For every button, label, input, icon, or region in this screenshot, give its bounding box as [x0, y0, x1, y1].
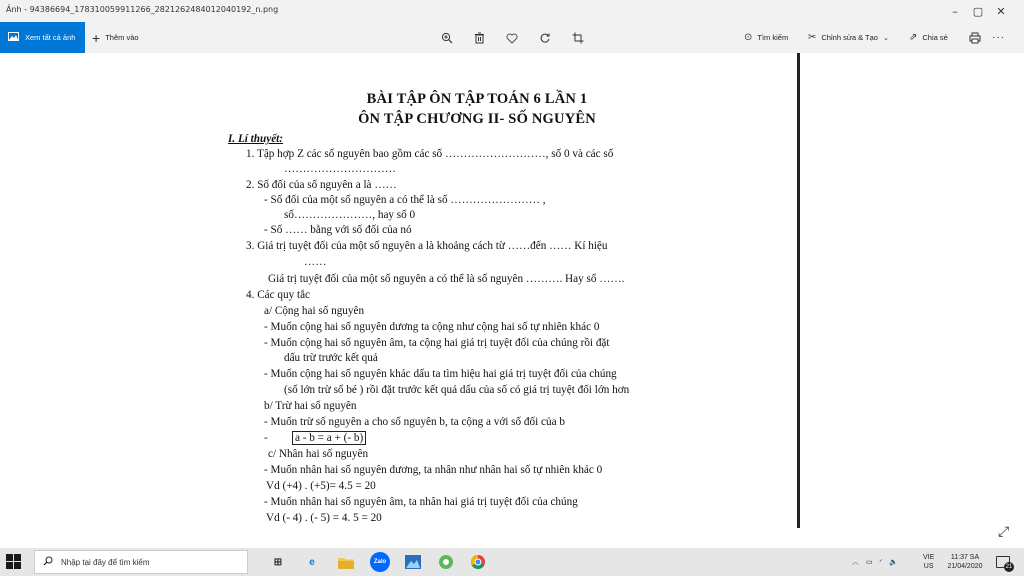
plus-icon: + [92, 29, 101, 46]
windows-taskbar [0, 548, 1024, 576]
favorite-heart-icon[interactable] [503, 29, 521, 47]
doc-title: BÀI TẬP ÔN TẬP TOÁN 6 LẦN 1 [366, 91, 588, 107]
search-label: Tìm kiếm [757, 33, 789, 42]
window-title: Ảnh - 94386694_178310059911266_2821262484012040192_n.png [6, 5, 279, 14]
doc-line: - Muốn cộng hai số nguyên dương ta cộng như cộng hai số tự nhiên khác 0 [264, 321, 600, 333]
document-image [212, 53, 772, 528]
share-button[interactable] [909, 22, 948, 53]
wifi-icon[interactable]: ◜ [879, 559, 883, 566]
doc-line: - [264, 432, 268, 444]
start-windows-icon[interactable] [6, 554, 22, 570]
minimize-button[interactable]: – [952, 4, 958, 18]
image-viewer [0, 53, 1024, 548]
share-icon: ⇗ [909, 32, 918, 43]
fullscreen-expand-icon[interactable]: ⤢ [998, 523, 1010, 539]
doc-line: 3. Giá trị tuyệt đối của một số nguyên a là khoảng cách từ ……đến …… Kí hiệu [246, 240, 608, 252]
clock-time: 11:37 SA [950, 554, 980, 561]
edge-browser-icon[interactable]: e [309, 556, 315, 568]
notification-center-button[interactable] [996, 548, 1013, 576]
maximize-button[interactable]: ▢ [972, 4, 984, 18]
keyboard-layout-label: US [923, 563, 934, 570]
doc-line: c/ Nhân hai số nguyên [268, 448, 369, 460]
doc-line: 4. Các quy tắc [246, 289, 310, 301]
rotate-icon[interactable] [536, 29, 554, 47]
network-icon[interactable]: ▭ [866, 559, 873, 566]
doc-line: a/ Cộng hai số nguyên [264, 305, 365, 317]
clock-date: 21/04/2020 [947, 563, 983, 570]
formula-box-wrapper [292, 432, 366, 445]
search-button[interactable] [744, 22, 788, 53]
taskbar-search-input[interactable] [34, 550, 248, 574]
doc-line: 1. Tập hợp Z các số nguyên bao gồm các số ………………………, số 0 và các số [246, 148, 614, 160]
zalo-app-icon[interactable]: Zalo [370, 552, 390, 572]
file-explorer-icon[interactable] [336, 552, 356, 572]
doc-line: (số lớn trừ số bé ) rồi đặt trước kết quả dấu của số có giá trị tuyệt đối lớn hơn [284, 384, 630, 396]
clock[interactable] [943, 548, 987, 576]
coccoc-browser-icon[interactable] [436, 552, 456, 572]
view-all-photos-button[interactable] [0, 22, 85, 53]
doc-line: dấu trừ trước kết quả [284, 352, 378, 364]
photos-app-icon[interactable] [403, 552, 423, 572]
toolbar [0, 22, 1024, 53]
view-all-label: Xem tất cả ảnh [25, 33, 76, 42]
notification-icon [996, 556, 1013, 570]
chevron-down-icon: ⌄ [882, 34, 889, 42]
notification-count-badge: 21 [1005, 564, 1013, 570]
doc-subtitle: ÔN TẬP CHƯƠNG II- SỐ NGUYÊN [358, 111, 596, 127]
gallery-icon [8, 32, 19, 43]
doc-line: Vd (+4) . (+5)= 4.5 = 20 [266, 480, 376, 492]
chevron-up-icon[interactable]: ︿ [852, 559, 859, 566]
doc-line: - Muốn cộng hai số nguyên âm, ta cộng hai giá trị tuyệt đối của chúng rồi đặt [264, 337, 610, 349]
formula-box: a - b = a + (- b) [292, 431, 366, 445]
doc-line: - Muốn cộng hai số nguyên khác dấu ta tìm hiệu hai giá trị tuyệt đối của chúng [264, 368, 617, 380]
search-icon [43, 556, 53, 568]
language-indicator[interactable] [923, 548, 934, 576]
doc-line: 2. Số đối của số nguyên a là …… [246, 179, 397, 191]
delete-icon[interactable] [470, 29, 488, 47]
doc-line: - Số …… bằng với số đối của nó [264, 224, 412, 236]
language-label: VIE [923, 554, 935, 561]
search-image-icon: ⊙ [744, 32, 753, 43]
doc-line: số…………………, hay số 0 [284, 209, 416, 221]
share-label: Chia sẻ [922, 33, 948, 42]
more-options-button[interactable] [992, 22, 1005, 53]
task-view-icon[interactable]: ⊞ [273, 556, 283, 568]
add-to-button[interactable] [92, 22, 139, 53]
doc-line: b/ Trừ hai số nguyên [264, 400, 357, 412]
edit-create-button[interactable] [808, 22, 889, 53]
doc-line: - Muốn trừ số nguyên a cho số nguyên b, ta cộng a với số đối của b [264, 416, 565, 428]
doc-line: - Số đối của một số nguyên a có thể là số …………………… , [264, 194, 546, 206]
doc-line: Giá trị tuyệt đối của một số nguyên a có thể là số nguyên ………. Hay số ……. [268, 273, 625, 285]
doc-line: - Muốn nhân hai số nguyên âm, ta nhân hai giá trị tuyệt đối của chúng [264, 496, 578, 508]
close-button[interactable]: ✕ [996, 4, 1006, 18]
edit-scissors-icon: ✂ [808, 32, 817, 43]
system-tray [852, 548, 898, 576]
chrome-browser-icon[interactable] [468, 552, 488, 572]
edit-create-label: Chỉnh sửa & Tạo [821, 33, 878, 42]
vertical-scrollbar[interactable] [797, 53, 800, 528]
title-bar [0, 0, 1024, 22]
volume-icon[interactable]: 🔈 [889, 559, 899, 566]
section-theory: I. Lí thuyết: [228, 133, 284, 145]
taskbar-search-placeholder: Nhập tại đây để tìm kiếm [61, 557, 150, 567]
more-label: ··· [992, 32, 1005, 43]
doc-line: …… [304, 256, 327, 268]
doc-line: Vd (- 4) . (- 5) = 4. 5 = 20 [266, 512, 382, 524]
print-icon[interactable] [966, 29, 984, 47]
add-to-label: Thêm vào [105, 33, 139, 42]
crop-icon[interactable] [569, 29, 587, 47]
doc-line: - Muốn nhân hai số nguyên dương, ta nhân như nhân hai số tự nhiên khác 0 [264, 464, 603, 476]
doc-line: ………………………… [284, 163, 396, 175]
zoom-icon[interactable] [438, 29, 456, 47]
